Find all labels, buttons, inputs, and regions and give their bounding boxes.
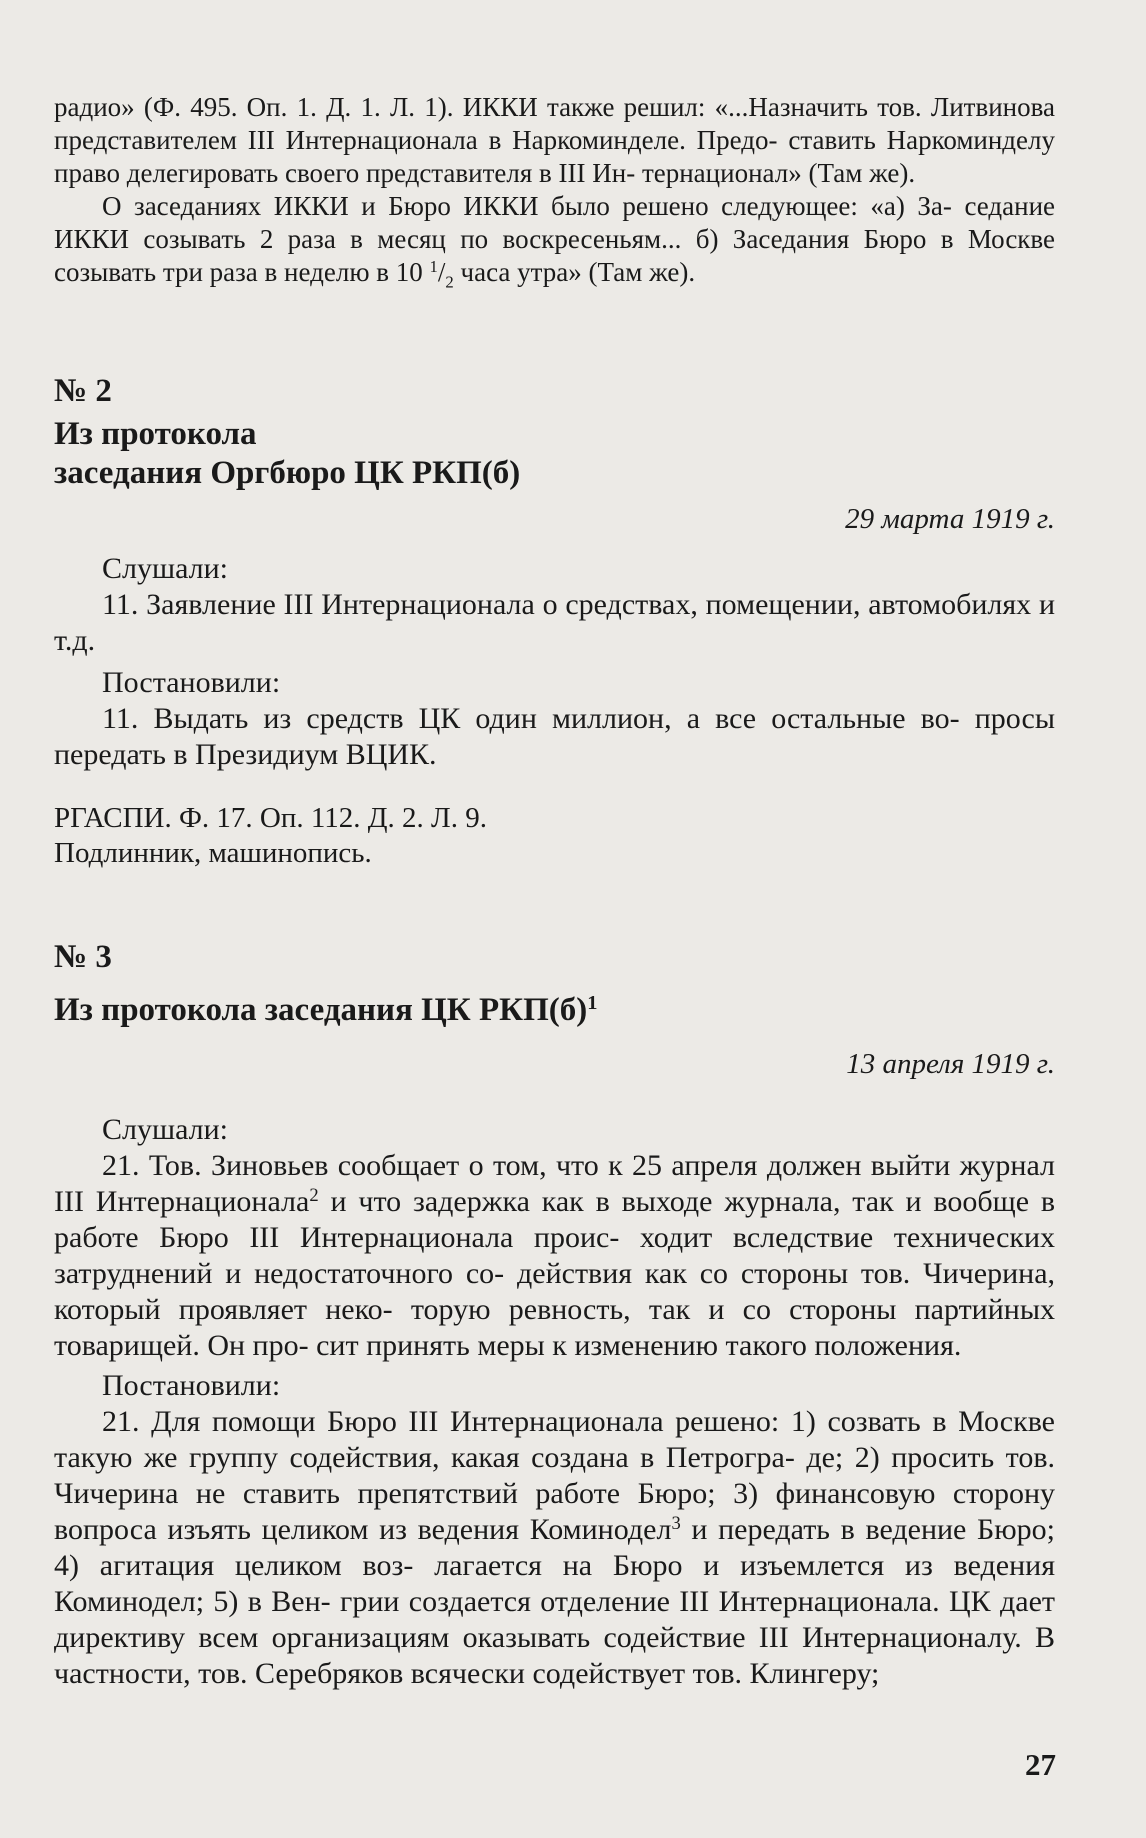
text-line: и передать в ведение Бюро; 4) агитация целиком воз- <box>54 1513 1055 1582</box>
intro-line: тернационал» (Там же). <box>641 158 916 188</box>
text-line: и что задержка как в выходе <box>318 1185 713 1218</box>
text-line: грии создается отделение III Интернационала. ЦК дает директиву <box>54 1585 1056 1654</box>
doc2-resolved-label: Постановили: <box>102 666 281 699</box>
text-line: 11. Выдать из средств ЦК один миллион, а все остальные во- <box>102 702 960 735</box>
doc3-date: 13 апреля 1919 г. <box>846 1048 1055 1080</box>
footnote-ref: 2 <box>309 1184 319 1206</box>
text-line: 21. Тов. Зиновьев сообщает о том, что к 25 апреля должен <box>102 1149 862 1182</box>
intro-paragraph-1 <box>54 91 1055 190</box>
intro-paragraph-2: О заседаниях ИККИ и Бюро ИККИ было решено следующее: «а) За- седание ИККИ созывать 2 раза в месяц по воскресеньям... б) Заседания Бюро в Москве созывать три раза в неделю в 10 $^1/_2$ часа утра» (Там же). <box>54 191 1056 292</box>
fraction-numerator: 1 <box>429 256 438 276</box>
intro-line: седание ИККИ созывать 2 раза в месяц по воскресеньям... б) Заседания <box>54 191 1056 254</box>
intro-line: Бюро в Москве созывать три раза в неделю в 10 <box>54 224 1055 287</box>
doc2-date: 29 марта 1919 г. <box>845 503 1055 535</box>
text-line: 11. Заявление III Интернационала о средствах, помещении, <box>102 588 861 621</box>
doc3-resolved-text <box>54 1404 1055 1692</box>
text-line: автомобилях и т.д. <box>54 588 1055 657</box>
doc3-heard-text <box>54 1148 1055 1364</box>
text-line: Бюро; 3) финансовую сторону вопроса изъять целиком из ведения <box>54 1477 1055 1546</box>
text-line: Коминодел <box>529 1513 672 1546</box>
text-line: выйти журнал III Интернационала <box>54 1149 1056 1218</box>
doc2-heard-text <box>54 587 1055 659</box>
doc2-archive-reference: РГАСПИ. Ф. 17. Оп. 112. Д. 2. Л. 9. <box>54 802 487 834</box>
intro-line: Литвинова представителем III Интернационала в Наркоминделе. Предо- <box>54 92 1055 155</box>
text-line: 21. Для помощи Бюро III Интернационала решено: 1) созвать <box>102 1405 921 1438</box>
doc2-number: № 2 <box>54 373 112 409</box>
doc2-original-note: Подлинник, машинопись. <box>54 837 372 869</box>
page-number: 27 <box>1025 1747 1056 1782</box>
doc3-heard-label: Слушали: <box>102 1113 229 1146</box>
document-3 <box>54 938 1055 1692</box>
text-line: журнала, так и вообще в работе Бюро III Интернационала проис- <box>54 1185 1056 1254</box>
doc3-resolved-label: Постановили: <box>102 1369 281 1402</box>
text-line: частности, тов. Серебряков всячески содействует тов. Клингеру; <box>54 1657 880 1690</box>
doc3-number: № 3 <box>54 939 112 975</box>
footnote-ref: 3 <box>671 1512 681 1534</box>
footnote-ref: 1 <box>587 991 598 1014</box>
intro-line: радио» (Ф. 495. Оп. 1. Д. 1. Л. 1). ИККИ также решил: «...Назначить тов. <box>54 92 922 122</box>
doc2-title-line-1: Из протокола <box>54 416 257 452</box>
text-line: торую ревность, так и со стороны партийных товарищей. Он про- <box>54 1293 1056 1362</box>
doc3-title <box>54 991 1055 1030</box>
text-line: ходит вследствие технических затруднений и недостаточного со- <box>54 1221 1056 1290</box>
text-line: всем организациям оказывать содействие III Интернационалу. В <box>198 1621 1055 1654</box>
intro-block <box>54 91 1055 298</box>
text-line: просы передать в Президиум ВЦИК. <box>54 702 1056 771</box>
text-line: в Москве такую же группу содействия, какая создана в Петрогра- <box>54 1405 1056 1474</box>
fraction-denominator: 2 <box>445 272 454 292</box>
doc2-title-line-2: заседания Оргбюро ЦК РКП(б) <box>54 455 521 491</box>
text-line: лагается на Бюро и изъемлется из ведения Коминодел; 5) в Вен- <box>54 1549 1056 1618</box>
intro-line: ставить Наркоминделу право делегировать своего представителя в III Ин- <box>54 125 1055 188</box>
doc2-resolved-text <box>54 701 1055 773</box>
doc3-title-text: Из протокола заседания ЦК РКП(б) <box>54 992 588 1028</box>
text-line: действия как со стороны тов. Чичерина, который проявляет неко- <box>54 1257 1056 1326</box>
doc2-heard-label: Слушали: <box>102 552 229 585</box>
document-2 <box>54 372 1055 871</box>
intro-line: О заседаниях ИККИ и Бюро ИККИ было решено следующее: «а) За- <box>102 191 952 221</box>
intro-line: часа утра» (Там же). <box>453 257 696 287</box>
text-line: де; 2) просить тов. Чичерина не ставить препятствий работе <box>54 1441 1056 1510</box>
text-line: сит принять меры к изменению такого положения. <box>316 1329 962 1362</box>
